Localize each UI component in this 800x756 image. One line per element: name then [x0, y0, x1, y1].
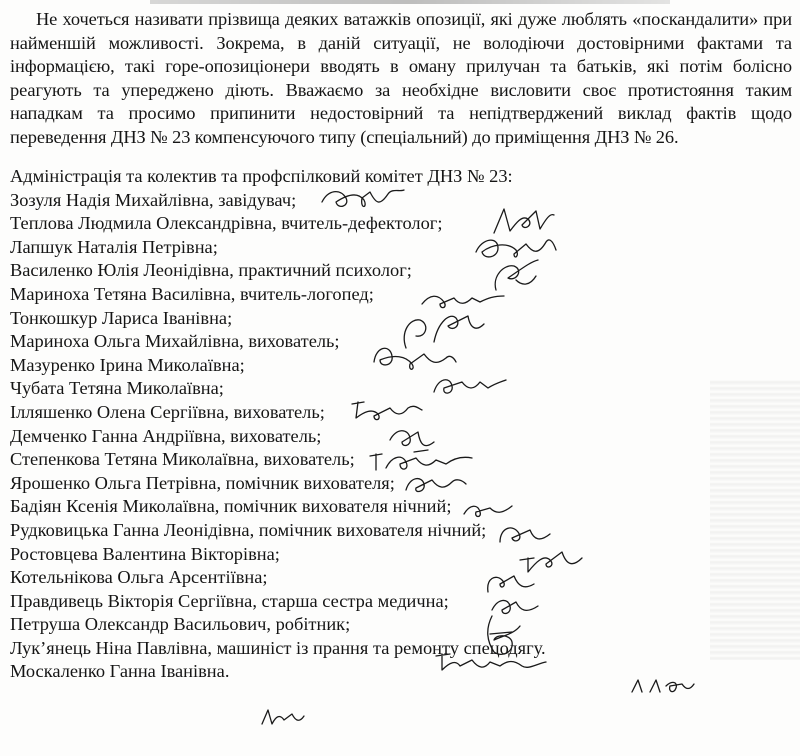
scan-smudge [150, 0, 670, 4]
signer-line: Степенкова Тетяна Миколаївна, вихователь; [10, 449, 355, 470]
signer-line: Москаленко Ганна Іванівна. [10, 661, 230, 682]
signer-line: Демченко Ганна Андріївна, вихователь; [10, 425, 322, 446]
signer-line: Правдивець Вікторія Сергіївна, старша сестра медична; [10, 590, 449, 611]
signer-line: Лук’янець Ніна Павлівна, машиніст із прання та ремонту спецодягу. [10, 637, 546, 658]
signer-line: Бадіян Ксенія Миколаївна, помічник вихователя нічний; [10, 496, 452, 517]
signer-line: Рудковицька Ганна Леонідівна, помічник вихователя нічний; [10, 519, 487, 540]
signer-line: Василенко Юлія Леонідівна, практичний психолог; [10, 260, 412, 281]
signer-line: Мариноха Тетяна Василівна, вчитель-логопед; [10, 283, 374, 304]
scan-artifact [710, 380, 800, 660]
signer-line: Ростовцева Валентина Вікторівна; [10, 543, 280, 564]
signature [628, 672, 698, 698]
signer-line: Чубата Тетяна Миколаївна; [10, 378, 224, 399]
signer-line: Петруша Олександр Васильович, робітник; [10, 614, 351, 635]
signer-line: Котельнікова Ольга Арсентіївна; [10, 567, 268, 588]
signature [258, 704, 308, 730]
signer-line: Ярошенко Ольга Петрівна, помічник вихователя; [10, 472, 395, 493]
signer-line: Тонкошкур Лариса Іванівна; [10, 307, 233, 328]
signer-line: Ілляшенко Олена Сергіївна, вихователь; [10, 401, 325, 422]
signer-line: Мариноха Ольга Михайлівна, вихователь; [10, 331, 340, 352]
signer-line: Лапшук Наталія Петрівна; [10, 236, 218, 257]
signers-list [10, 165, 546, 684]
signer-line: Зозуля Надія Михайлівна, завідувач; [10, 189, 297, 210]
signer-line: Мазуренко Ірина Миколаївна; [10, 354, 245, 375]
signer-line: Теплова Людмила Олександрівна, вчитель-дефектолог; [10, 213, 443, 234]
signers-heading: Адміністрація та колектив та профспілковий комітет ДНЗ № 23: [10, 166, 513, 186]
statement-paragraph: Не хочеться називати прізвища деяких ватажків опозиції, які дуже люблять «поскандалити» при найменшій можливості. Зокрема, в даній ситуації, не володіючи достовірними фактами та інформацією, такі горе-опозиціонери вводять в оману прилучан та батьків, які потім болісно реагують та упереджено діють. Вважаємо за необхідне висловити своє протистояння таким нападкам та просимо припинити недостовірний та непідтверджений виклад фактів щодо переведення ДНЗ № 23 компенсуючого типу (спеціальний) до приміщення ДНЗ № 26. [10, 9, 792, 147]
